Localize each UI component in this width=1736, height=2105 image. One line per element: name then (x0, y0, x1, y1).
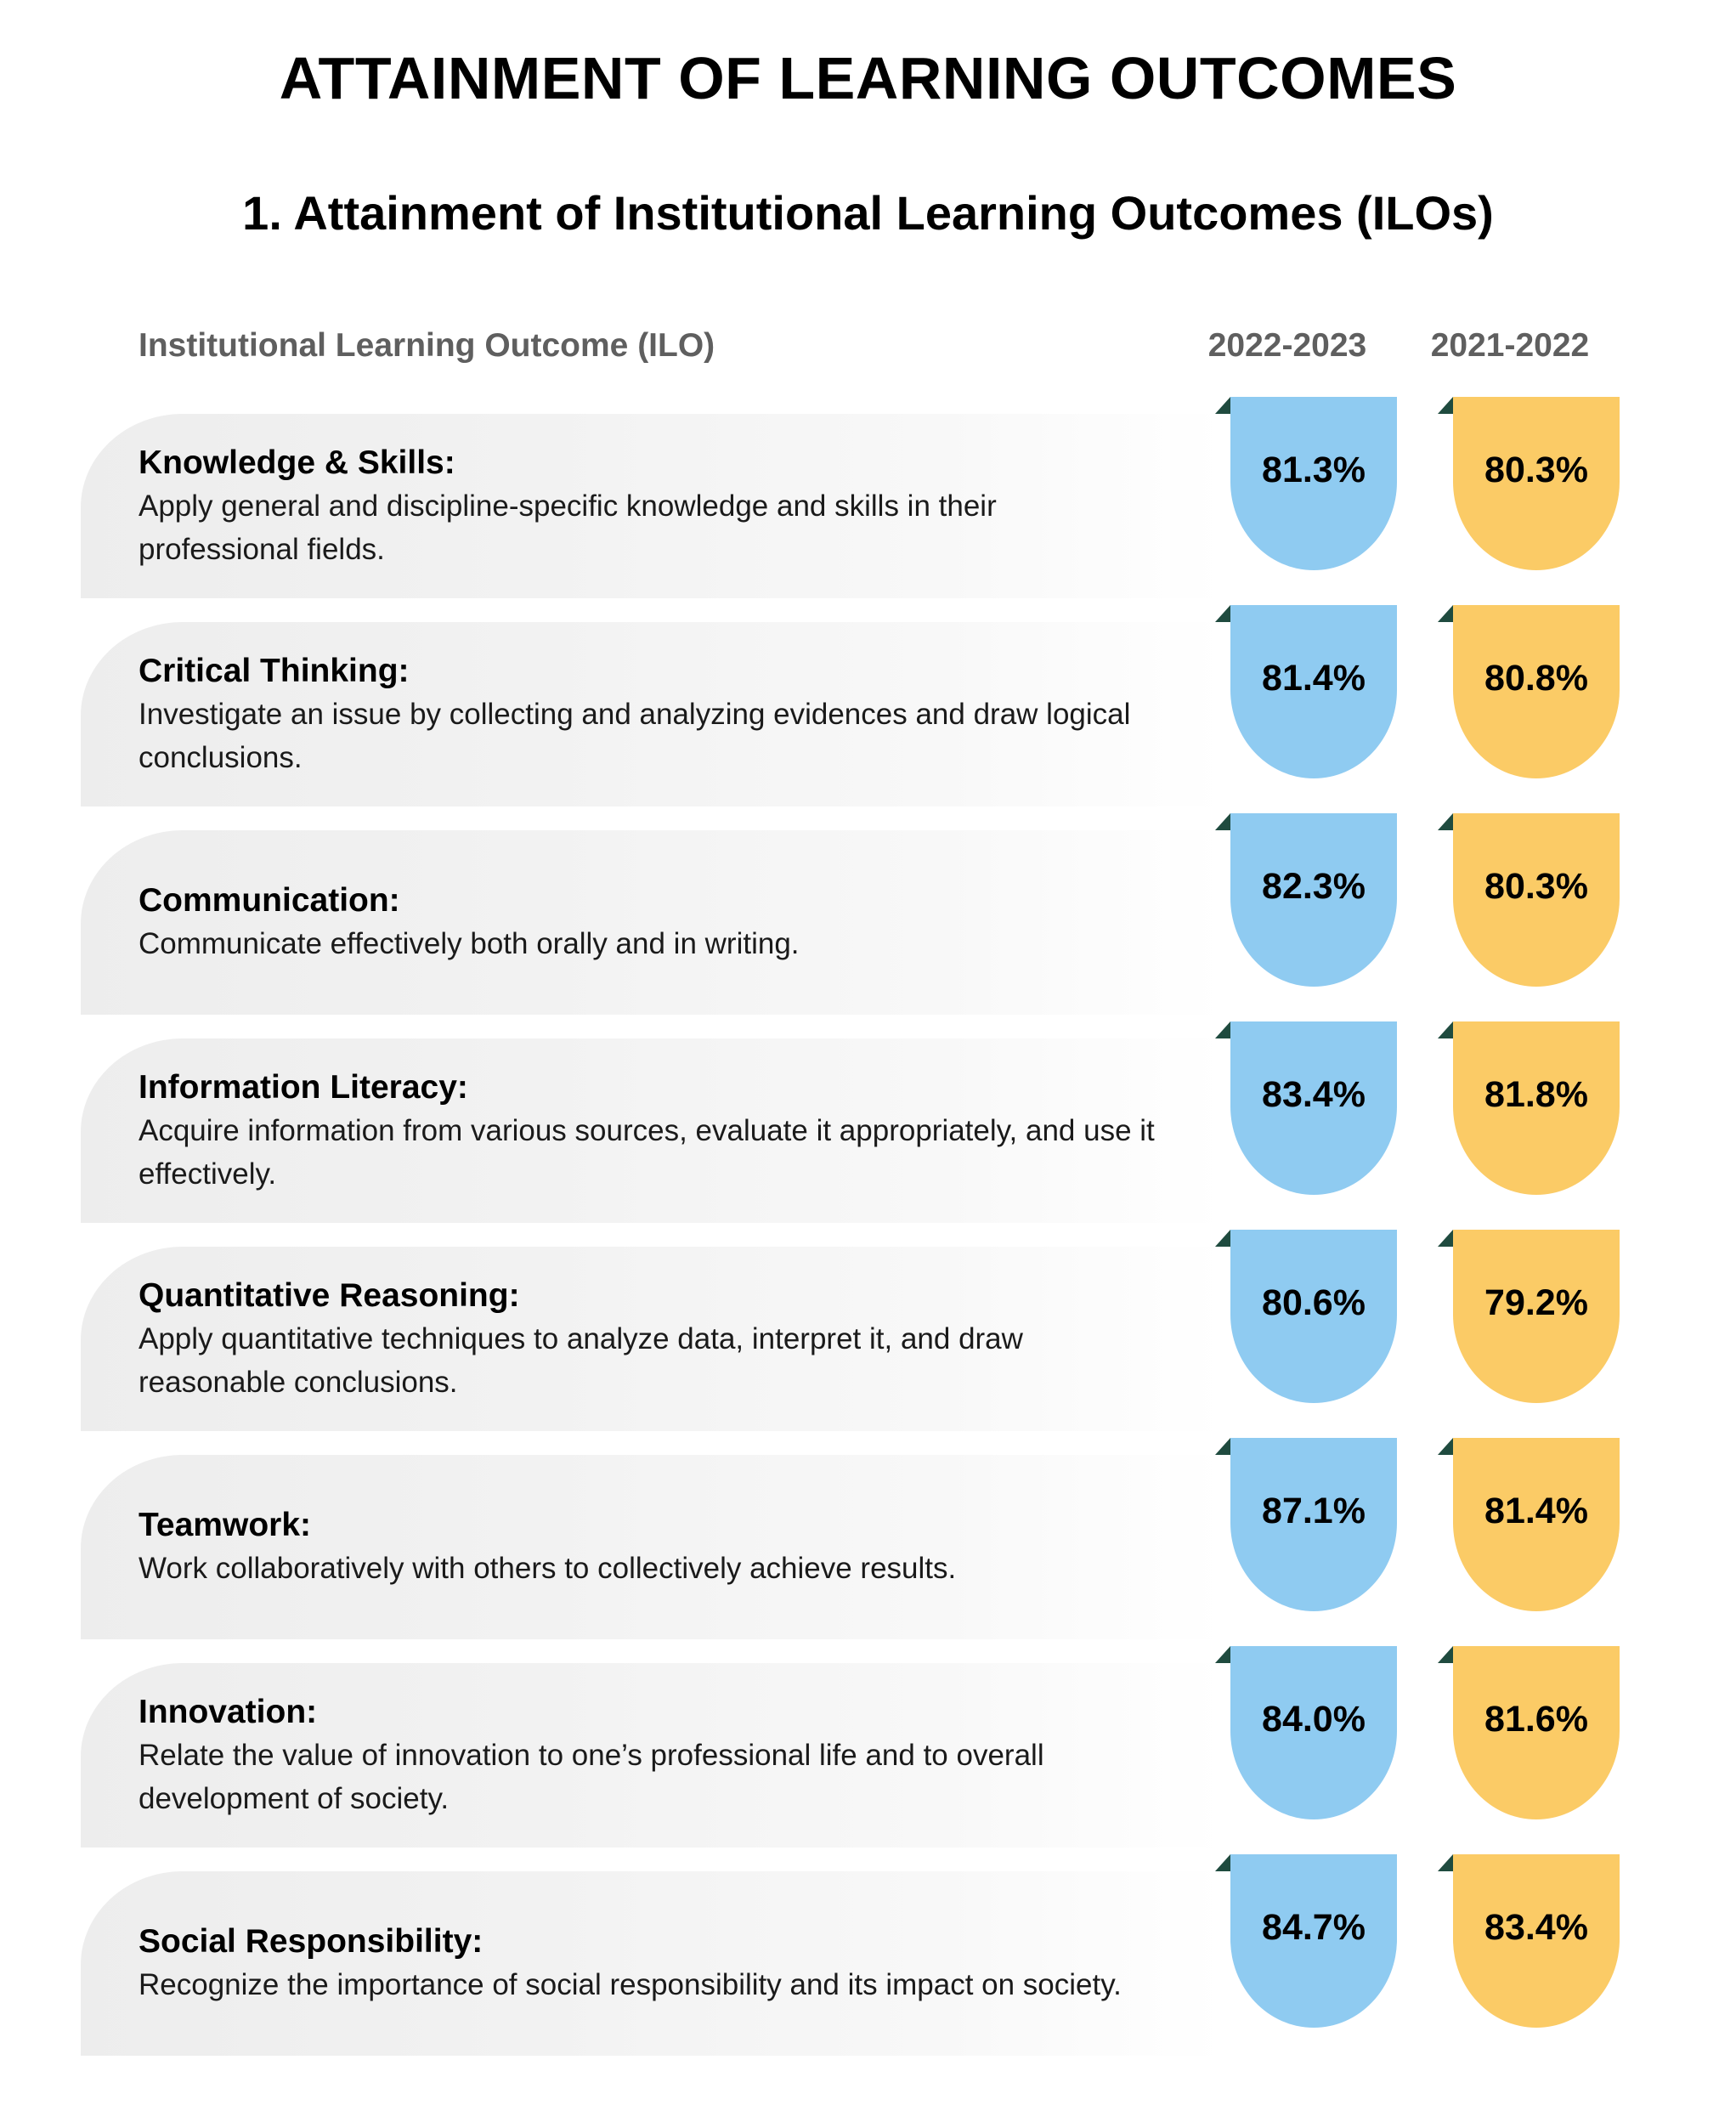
badge-value: 83.4% (1484, 1907, 1588, 1948)
badge-2021-2022 (1453, 397, 1620, 570)
badge-flap (1215, 605, 1230, 622)
outcome-title: Critical Thinking: (139, 652, 410, 689)
outcome-row-critical-thinking (81, 622, 1657, 806)
badge-value: 81.8% (1484, 1074, 1588, 1115)
outcome-title: Quantitative Reasoning: (139, 1276, 520, 1314)
badge-flap (1438, 1646, 1453, 1663)
outcome-text (139, 1663, 1158, 1848)
outcome-row-social-responsibility (81, 1871, 1657, 2056)
outcome-description: Relate the value of innovation to one’s professional life and to overall development of society. (139, 1738, 1044, 1815)
badge-flap (1438, 1021, 1453, 1038)
outcome-row-teamwork (81, 1455, 1657, 1639)
outcome-text (139, 622, 1158, 806)
badge-2022-2023 (1230, 1021, 1397, 1195)
badge-value: 84.7% (1262, 1907, 1366, 1948)
badge-2021-2022 (1453, 1854, 1620, 2028)
badge-flap (1438, 1230, 1453, 1247)
outcome-title: Teamwork: (139, 1507, 311, 1543)
outcome-text (139, 1247, 1158, 1431)
outcome-description: Communicate effectively both orally and in writing. (139, 927, 800, 960)
outcome-text (139, 1038, 1158, 1223)
outcome-row-information-literacy (81, 1038, 1657, 1223)
badge-flap (1215, 1230, 1230, 1247)
badge-flap (1215, 1438, 1230, 1455)
outcome-row-communication (81, 830, 1657, 1015)
badge-2021-2022 (1453, 1230, 1620, 1403)
outcome-title: Communication: (139, 882, 400, 919)
outcome-title: Social Responsibility: (139, 1923, 483, 1960)
outcome-description: Apply quantitative techniques to analyze data, interpret it, and draw reasonable conclusions. (139, 1321, 1023, 1399)
badge-value: 84.0% (1262, 1699, 1366, 1740)
outcome-text (139, 830, 1158, 1015)
badge-flap (1215, 397, 1230, 414)
badge-flap (1438, 605, 1453, 622)
badge-2022-2023 (1230, 397, 1397, 570)
badge-2022-2023 (1230, 1646, 1397, 1819)
badge-flap (1438, 1854, 1453, 1871)
outcome-description: Recognize the importance of social responsibility and its impact on society. (139, 1968, 1122, 2001)
badge-flap (1215, 1646, 1230, 1663)
outcome-text (139, 1455, 1158, 1639)
outcome-description: Work collaboratively with others to collectively achieve results. (139, 1552, 957, 1585)
outcome-text (139, 414, 1158, 598)
column-header-2021-2022: 2021-2022 (1430, 327, 1590, 364)
column-header-ilo: Institutional Learning Outcome (ILO) (139, 327, 715, 364)
outcome-text (139, 1871, 1158, 2056)
badge-2021-2022 (1453, 1646, 1620, 1819)
badge-value: 80.3% (1484, 450, 1588, 490)
outcome-title: Innovation: (139, 1693, 318, 1730)
outcome-row-innovation (81, 1663, 1657, 1848)
badge-value: 80.6% (1262, 1282, 1366, 1323)
outcome-description: Acquire information from various sources, evaluate it appropriately, and use it effectively. (139, 1113, 1155, 1191)
badge-value: 81.3% (1262, 450, 1366, 490)
badge-value: 83.4% (1262, 1074, 1366, 1115)
badge-2022-2023 (1230, 1854, 1397, 2028)
badge-value: 80.8% (1484, 658, 1588, 699)
badge-flap (1438, 397, 1453, 414)
badge-value: 82.3% (1262, 866, 1366, 907)
outcome-row-quantitative-reasoning (81, 1247, 1657, 1431)
outcome-title: Information Literacy: (139, 1068, 468, 1106)
badge-flap (1215, 1021, 1230, 1038)
badge-value: 79.2% (1484, 1282, 1588, 1323)
badge-value: 80.3% (1484, 866, 1588, 907)
badge-2022-2023 (1230, 1230, 1397, 1403)
column-header-2022-2023: 2022-2023 (1207, 327, 1367, 364)
badge-value: 81.6% (1484, 1699, 1588, 1740)
badge-2022-2023 (1230, 813, 1397, 987)
badge-2021-2022 (1453, 813, 1620, 987)
badge-2021-2022 (1453, 1021, 1620, 1195)
badge-2021-2022 (1453, 605, 1620, 778)
outcome-row-knowledge-skills (81, 414, 1657, 598)
outcome-description: Investigate an issue by collecting and analyzing evidences and draw logical conclusions. (139, 697, 1131, 774)
section-title: 1. Attainment of Institutional Learning Outcomes (ILOs) (242, 186, 1494, 240)
badge-2022-2023 (1230, 605, 1397, 778)
badge-2021-2022 (1453, 1438, 1620, 1611)
badge-value: 81.4% (1262, 658, 1366, 699)
page-title: ATTAINMENT OF LEARNING OUTCOMES (279, 45, 1457, 111)
badge-flap (1438, 1438, 1453, 1455)
badge-2022-2023 (1230, 1438, 1397, 1611)
badge-value: 81.4% (1484, 1491, 1588, 1531)
outcome-description: Apply general and discipline-specific knowledge and skills in their professional fields. (139, 489, 997, 566)
badge-value: 87.1% (1262, 1491, 1366, 1531)
badge-flap (1438, 813, 1453, 830)
outcome-title: Knowledge & Skills: (139, 444, 455, 481)
badge-flap (1215, 813, 1230, 830)
badge-flap (1215, 1854, 1230, 1871)
